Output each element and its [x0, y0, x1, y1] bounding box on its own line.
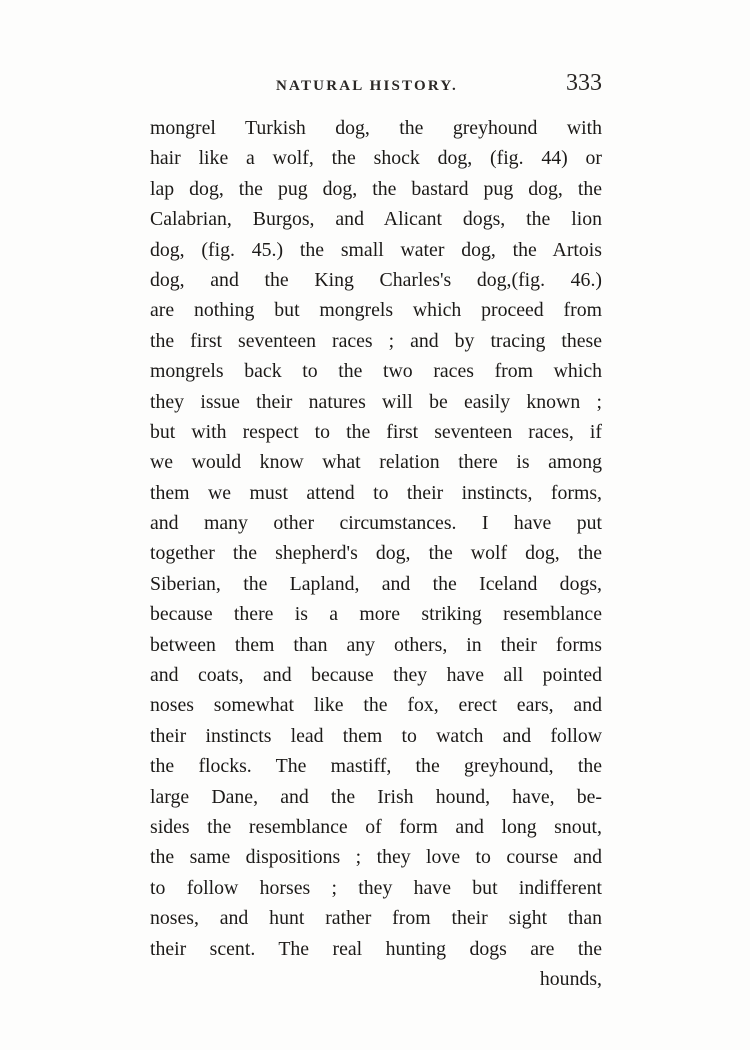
text-line: lap dog, the pug dog, the bastard pug dog, the [150, 177, 602, 200]
text-line: are nothing but mongrels which proceed from [150, 299, 602, 322]
text-line: hair like a wolf, the shock dog, (fig. 44) or [150, 147, 602, 170]
text-line: between them than any others, in their forms [150, 633, 602, 656]
text-line: but with respect to the first seventeen races, if [150, 420, 602, 443]
body-text [150, 113, 602, 994]
text-line: the same dispositions ; they love to course and [150, 846, 602, 869]
text-line: noses somewhat like the fox, erect ears, and [150, 694, 602, 717]
text-line: their instincts lead them to watch and follow [150, 724, 602, 747]
text-line: noses, and hunt rather from their sight than [150, 907, 602, 930]
text-line: sides the resemblance of form and long snout, [150, 815, 602, 838]
text-line: dog, and the King Charles's dog,(fig. 46.) [150, 268, 602, 291]
text-line: mongrels back to the two races from which [150, 360, 602, 383]
text-line: because there is a more striking resemblance [150, 603, 602, 626]
running-head-title: NATURAL HISTORY. [276, 78, 458, 94]
catchword: hounds, [539, 967, 602, 990]
text-line: we would know what relation there is among [150, 451, 602, 474]
text-line: they issue their natures will be easily known ; [150, 390, 602, 413]
text-line: the first seventeen races ; and by tracing these [150, 329, 602, 352]
running-head [150, 72, 602, 102]
text-line: and coats, and because they have all pointed [150, 664, 602, 687]
text-line: Calabrian, Burgos, and Alicant dogs, the lion [150, 208, 602, 231]
text-line: dog, (fig. 45.) the small water dog, the Artois [150, 238, 602, 261]
text-line: large Dane, and the Irish hound, have, be- [150, 785, 602, 808]
text-line: to follow horses ; they have but indifferent [150, 876, 602, 899]
text-line: their scent. The real hunting dogs are the [150, 937, 602, 960]
text-line: mongrel Turkish dog, the greyhound with [150, 117, 602, 139]
text-line: the flocks. The mastiff, the greyhound, the [150, 755, 602, 778]
text-line: Siberian, the Lapland, and the Iceland dogs, [150, 572, 602, 595]
page-number: 333 [566, 70, 602, 96]
text-line: them we must attend to their instincts, forms, [150, 481, 602, 504]
text-line: together the shepherd's dog, the wolf dog, the [150, 542, 602, 565]
text-line: and many other circumstances. I have put [150, 512, 602, 535]
